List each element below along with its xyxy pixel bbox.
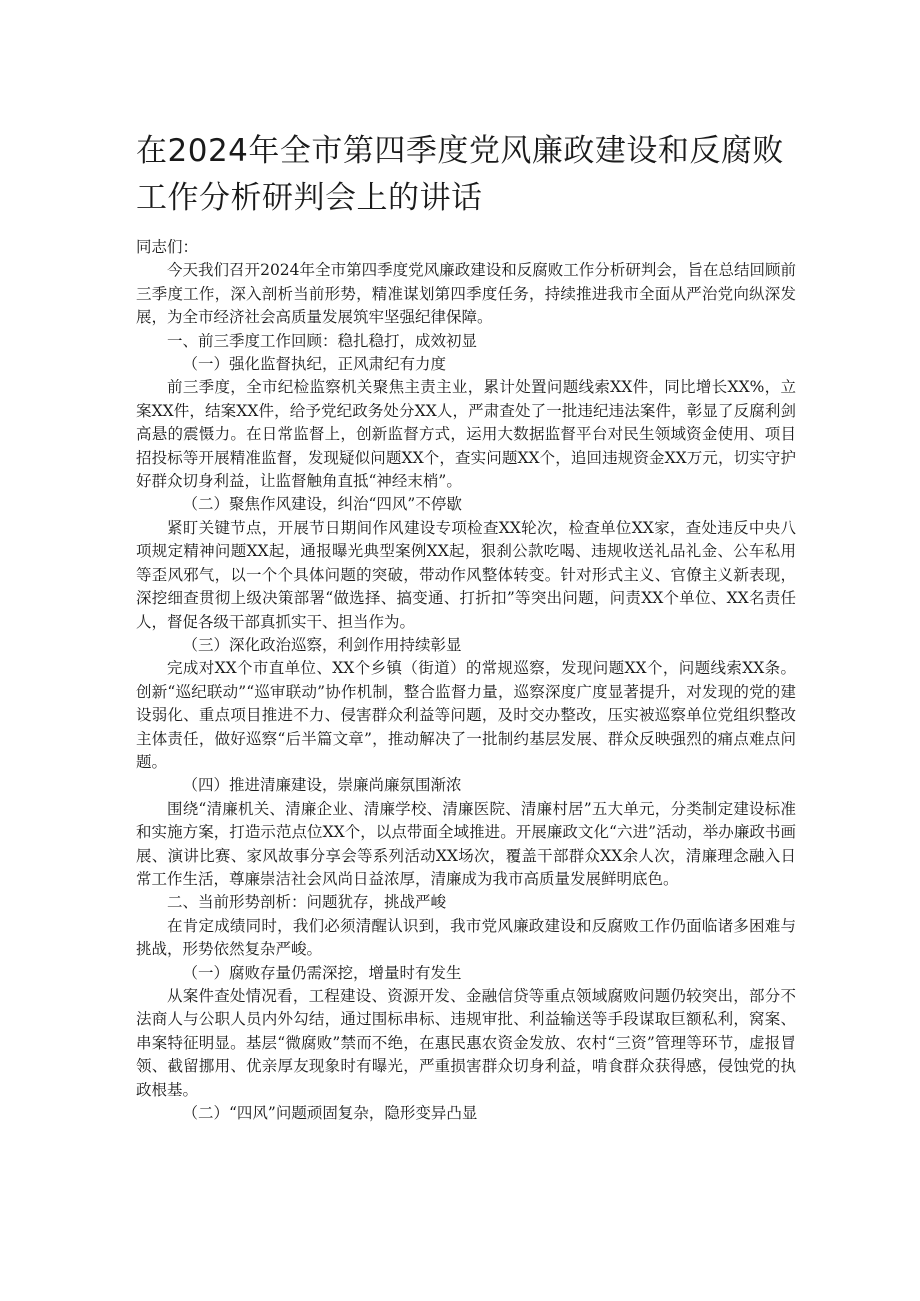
- paragraph: 围绕“清廉机关、清廉企业、清廉学校、清廉医院、清廉村居”五大单元，分类制定建设标准和实施方案，打造示范点位XX个，以点带面全域推进。开展廉政文化“六进”活动，举办廉政书画展、演讲比赛、家风故事分享会等系列活动XX场次，覆盖干部群众XX余人次，清廉理念融入日常工作生活，尊廉崇洁社会风尚日益浓厚，清廉成为我市高质量发展鲜明底色。: [136, 799, 796, 888]
- subsection-heading: （一）腐败存量仍需深挖，增量时有发生: [182, 963, 462, 982]
- section-heading: 二、当前形势剖析：问题犹存，挑战严峻: [167, 893, 447, 912]
- paragraph: 今天我们召开2024年全市第四季度党风廉政建设和反腐败工作分析研判会，旨在总结回顾前三季度工作，深入剖析当前形势，精准谋划第四季度任务，持续推进我市全面从严治党向纵深发展，为全市经济社会高质量发展筑牢坚强纪律保障。: [136, 261, 796, 327]
- document-page: [136, 128, 796, 1125]
- subsection-heading: （二）“四风”问题顽固复杂，隐形变异凸显: [182, 1104, 478, 1123]
- subsection-heading: （三）深化政治巡察，利剑作用持续彰显: [182, 635, 462, 654]
- section-heading: 一、前三季度工作回顾：稳扎稳打，成效初显: [167, 331, 478, 350]
- document-body: [136, 236, 796, 1125]
- subsection-heading: （一）强化监督执纪，正风肃纪有力度: [182, 355, 447, 374]
- paragraph: 在肯定成绩同时，我们必须清醒认识到，我市党风廉政建设和反腐败工作仍面临诸多困难与挑战，形势依然复杂严峻。: [136, 916, 796, 959]
- paragraph: 前三季度，全市纪检监察机关聚焦主责主业，累计处置问题线索XX件，同比增长XX%，立案XX件，结案XX件，给予党纪政务处分XX人，严肃查处了一批违纪违法案件，彰显了反腐利剑高悬的震慑力。在日常监督上，创新监督方式，运用大数据监督平台对民生领域资金使用、项目招投标等开展精准监督，发现疑似问题XX个，查实问题XX个，追回违规资金XX万元，切实守护好群众切身利益，让监督触角直抵“神经末梢”。: [136, 378, 796, 491]
- salutation: 同志们：: [136, 238, 199, 256]
- subsection-heading: （四）推进清廉建设，崇廉尚廉氛围渐浓: [182, 776, 462, 795]
- paragraph: 从案件查处情况看，工程建设、资源开发、金融信贷等重点领域腐败问题仍较突出，部分不法商人与公职人员内外勾结，通过围标串标、违规审批、利益输送等手段谋取巨额私利，窝案、串案特征明显。基层“微腐败”禁而不绝，在惠民惠农资金发放、农村“三资”管理等环节，虚报冒领、截留挪用、优亲厚友现象时有曝光，严重损害群众切身利益，啃食群众获得感，侵蚀党的执政根基。: [136, 987, 796, 1099]
- subsection-heading: （二）聚焦作风建设，纠治“四风”不停歇: [182, 495, 462, 514]
- document-title: 在2024年全市第四季度党风廉政建设和反腐败工作分析研判会上的讲话: [136, 133, 784, 216]
- paragraph: 紧盯关键节点，开展节日期间作风建设专项检查XX轮次，检查单位XX家，查处违反中央八项规定精神问题XX起，通报曝光典型案例XX起，狠刹公款吃喝、违规收送礼品礼金、公车私用等歪风邪气，以一个个具体问题的突破，带动作风整体转变。针对形式主义、官僚主义新表现，深挖细查贯彻上级决策部署“做选择、搞变通、打折扣”等突出问题，问责XX个单位、XX名责任人，督促各级干部真抓实干、担当作为。: [136, 518, 796, 631]
- paragraph: 完成对XX个市直单位、XX个乡镇（街道）的常规巡察，发现问题XX个，问题线索XX条。创新“巡纪联动”“巡审联动”协作机制，整合监督力量，巡察深度广度显著提升，对发现的党的建设弱化、重点项目推进不力、侵害群众利益等问题，及时交办整改，压实被巡察单位党组织整改主体责任，做好巡察“后半篇文章”，推动解决了一批制约基层发展、群众反映强烈的痛点难点问题。: [136, 659, 796, 771]
